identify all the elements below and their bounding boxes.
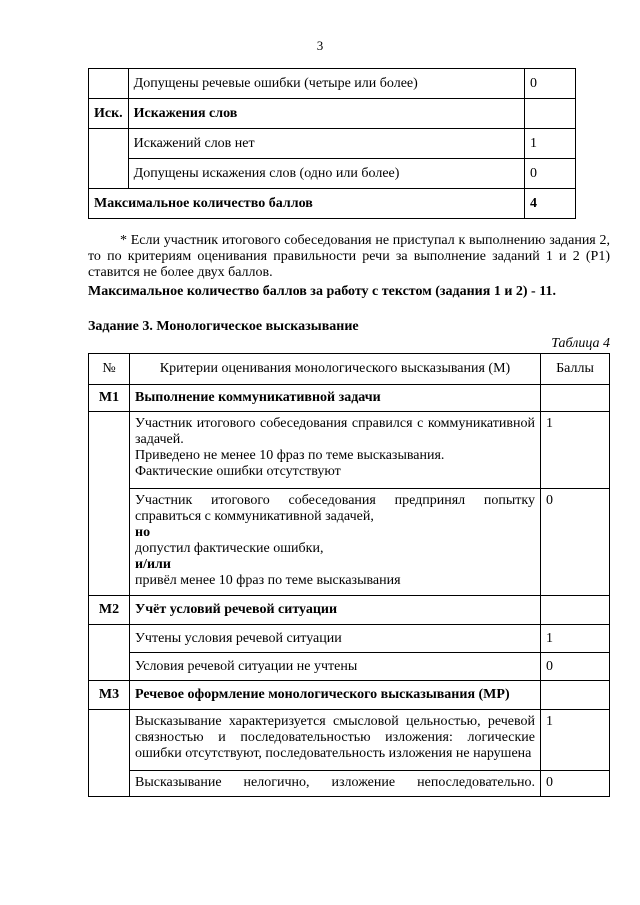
option-connector: но xyxy=(135,525,151,540)
total-label: Максимальное количество баллов xyxy=(89,189,525,219)
option-text: Условия речевой ситуации не учтены xyxy=(130,653,541,681)
score-cell: 0 xyxy=(541,489,610,596)
option-row xyxy=(89,625,610,653)
option-row xyxy=(89,653,610,681)
criterion-code-cell xyxy=(89,129,129,189)
option-row xyxy=(89,489,610,596)
option-row xyxy=(89,710,610,771)
criterion-text-cell: Искажений слов нет xyxy=(128,129,524,159)
table-caption: Таблица 4 xyxy=(551,336,610,351)
header-row xyxy=(89,354,610,385)
monologue-criteria-table xyxy=(88,353,610,797)
criterion-code: М1 xyxy=(89,385,130,412)
option-line: Участник итогового собеседования предпринял попытку справиться с коммуникативной задачей, xyxy=(135,493,535,524)
score-cell: 1 xyxy=(525,129,576,159)
option-row xyxy=(89,412,610,489)
option-text xyxy=(130,412,541,489)
score-cell: 0 xyxy=(541,771,610,797)
criterion-title: Учёт условий речевой ситуации xyxy=(130,596,541,625)
criterion-text-cell: Допущены речевые ошибки (четыре или более) xyxy=(128,69,524,99)
header-criteria: Критерии оценивания монологического высказывания (М) xyxy=(130,354,541,385)
empty-code-cell xyxy=(89,412,130,596)
option-row xyxy=(89,771,610,797)
table-row xyxy=(89,99,576,129)
option-text: Высказывание нелогично, изложение непоследовательно. xyxy=(130,771,541,797)
total-row xyxy=(89,189,576,219)
empty-code-cell xyxy=(89,710,130,797)
total-score: 4 xyxy=(525,189,576,219)
criterion-row xyxy=(89,385,610,412)
criterion-title: Речевое оформление монологического высказывания (МР) xyxy=(130,681,541,710)
option-line: допустил фактические ошибки, xyxy=(135,541,324,556)
criterion-code: М2 xyxy=(89,596,130,625)
score-cell xyxy=(541,385,610,412)
header-score: Баллы xyxy=(541,354,610,385)
option-text xyxy=(130,489,541,596)
table-row xyxy=(89,69,576,99)
score-cell: 0 xyxy=(541,653,610,681)
criterion-code-cell xyxy=(89,69,129,99)
criterion-code-cell: Иск. xyxy=(89,99,129,129)
option-line: Участник итогового собеседования справился с коммуникативной задачей. xyxy=(135,416,535,447)
criterion-title-cell: Искажения слов xyxy=(128,99,524,129)
option-line: Фактические ошибки отсутствуют xyxy=(135,464,341,479)
score-cell xyxy=(541,596,610,625)
criterion-title: Выполнение коммуникативной задачи xyxy=(130,385,541,412)
criterion-code: М3 xyxy=(89,681,130,710)
table-row xyxy=(89,159,576,189)
option-text: Высказывание характеризуется смысловой цельностью, речевой связностью и последовательностью изложения: логические ошибки отсутствуют, последовательность изложения не нарушена xyxy=(130,710,541,771)
max-score-text: Максимальное количество баллов за работу с текстом (задания 1 и 2) - 11. xyxy=(88,284,556,299)
speech-criteria-table xyxy=(88,68,576,219)
table-row xyxy=(89,129,576,159)
option-text: Учтены условия речевой ситуации xyxy=(130,625,541,653)
task-title: Задание 3. Монологическое высказывание xyxy=(88,319,359,334)
score-cell: 0 xyxy=(525,159,576,189)
score-cell: 1 xyxy=(541,710,610,771)
option-line: привёл менее 10 фраз по теме высказывания xyxy=(135,573,401,588)
option-line: Приведено не менее 10 фраз по теме высказывания. xyxy=(135,448,445,463)
score-cell: 1 xyxy=(541,412,610,489)
score-cell: 0 xyxy=(525,69,576,99)
score-cell: 1 xyxy=(541,625,610,653)
criterion-text-cell: Допущены искажения слов (одно или более) xyxy=(128,159,524,189)
option-connector: и/или xyxy=(135,557,171,572)
header-num: № xyxy=(89,354,130,385)
page-number: 3 xyxy=(316,38,324,53)
criterion-row xyxy=(89,596,610,625)
score-cell xyxy=(541,681,610,710)
empty-code-cell xyxy=(89,625,130,681)
footnote-paragraph: * Если участник итогового собеседования не приступал к выполнению задания 2, то по критериям оценивания правильности речи за выполнение заданий 1 и 2 (Р1) ставится не более двух баллов. xyxy=(88,233,610,280)
score-cell xyxy=(525,99,576,129)
criterion-row xyxy=(89,681,610,710)
